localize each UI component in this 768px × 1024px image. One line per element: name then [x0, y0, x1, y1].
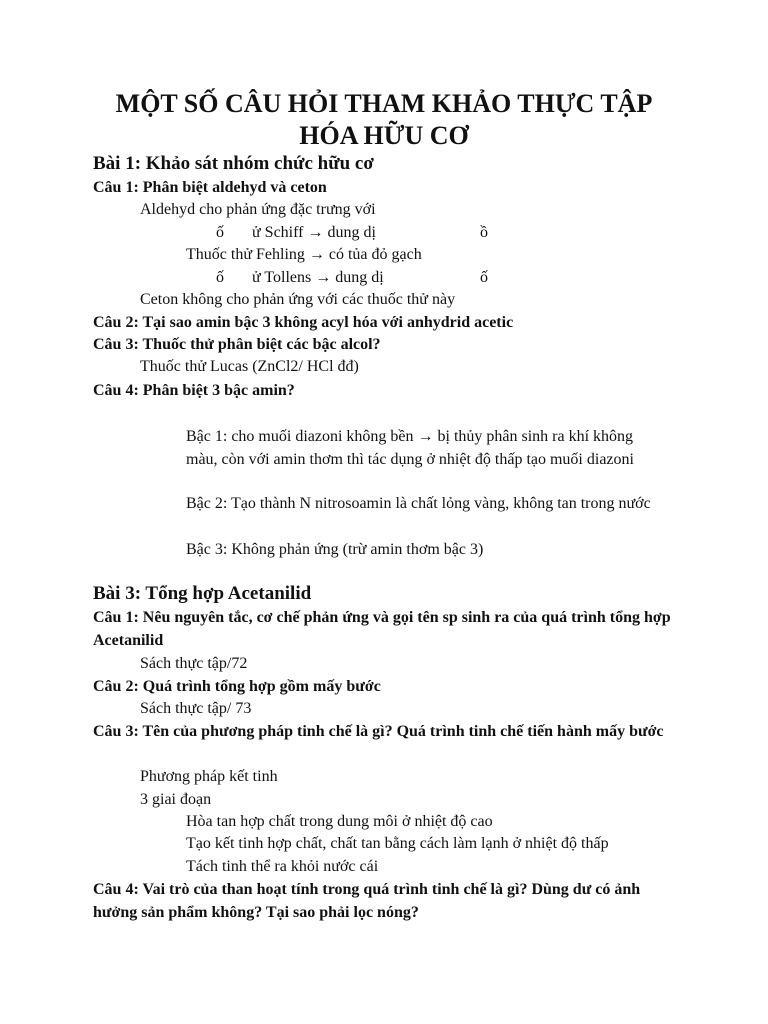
answer-line: Thuốc thử Fehling → có tủa đỏ gạch [186, 246, 422, 263]
answer-line: Aldehyd cho phản ứng đặc trưng với [140, 201, 376, 218]
amine-tertiary-answer: Bậc 3: Không phản ứng (trừ amin thơm bậc 3) [186, 541, 484, 558]
question-1: Câu 1: Nêu nguyên tắc, cơ chế phản ứng và gọi tên sp sinh ra của quá trình tổng hợp Acetanilid [93, 609, 671, 649]
answer-line: Thuốc thử Lucas (ZnCl2/ HCl đđ) [140, 358, 359, 375]
answer-line: ử Schiff → dung dị [252, 224, 376, 241]
answer-line: Phương pháp kết tinh [140, 768, 278, 785]
answer-line: Ceton không cho phản ứng với các thuốc thử này [140, 291, 456, 308]
step-line: Hòa tan hợp chất trong dung môi ở nhiệt độ cao [186, 813, 493, 830]
section-heading-bai-1: Bài 1: Khảo sát nhóm chức hữu cơ [93, 153, 374, 174]
amine-secondary-answer: Bậc 2: Tạo thành N nitrosoamin là chất lỏng vàng, không tan trong nước [186, 495, 651, 512]
answer-line: ử Tollens → dung dị [252, 269, 384, 286]
amine-primary-answer: Bậc 1: cho muối diazoni không bền → bị thủy phân sinh ra khí không màu, còn với amin thơm thì tác dụng ở nhiệt độ thấp tạo muối diazoni [186, 428, 634, 468]
question-3: Câu 3: Thuốc thử phân biệt các bậc alcol? [93, 336, 381, 353]
step-line: Tách tinh thể ra khỏi nước cái [186, 858, 379, 875]
answer-glyph: ố [216, 269, 224, 286]
answer-line: 3 giai đoạn [140, 791, 212, 808]
answer-line: Sách thực tập/ 73 [140, 700, 252, 717]
section-heading-bai-3: Bài 3: Tổng hợp Acetanilid [93, 583, 312, 604]
question-4: Câu 4: Vai trò của than hoạt tính trong quá trình tinh chế là gì? Dùng dư có ảnh hưởng sản phẩm không? Tại sao phải lọc nóng? [93, 881, 641, 921]
answer-line: Sách thực tập/72 [140, 655, 248, 672]
question-2: Câu 2: Tại sao amin bậc 3 không acyl hóa với anhydrid acetic [93, 314, 514, 331]
step-line: Tạo kết tinh hợp chất, chất tan bằng cách làm lạnh ở nhiệt độ thấp [186, 835, 609, 852]
answer-glyph: ố [216, 224, 224, 241]
document-title-line-1: MỘT SỐ CÂU HỎI THAM KHẢO THỰC TẬP [115, 89, 653, 118]
answer-glyph: ồ [480, 224, 488, 241]
question-1: Câu 1: Phân biệt aldehyd và ceton [93, 179, 327, 196]
answer-glyph: ố [480, 269, 488, 286]
document-title-line-2: HÓA HỮU CƠ [299, 121, 469, 150]
question-3: Câu 3: Tên của phương pháp tinh chế là gì? Quá trình tinh chế tiến hành mấy bước [93, 723, 664, 740]
question-2: Câu 2: Quá trình tổng hợp gồm mấy bước [93, 678, 381, 695]
question-4: Câu 4: Phân biệt 3 bậc amin? [93, 382, 295, 399]
